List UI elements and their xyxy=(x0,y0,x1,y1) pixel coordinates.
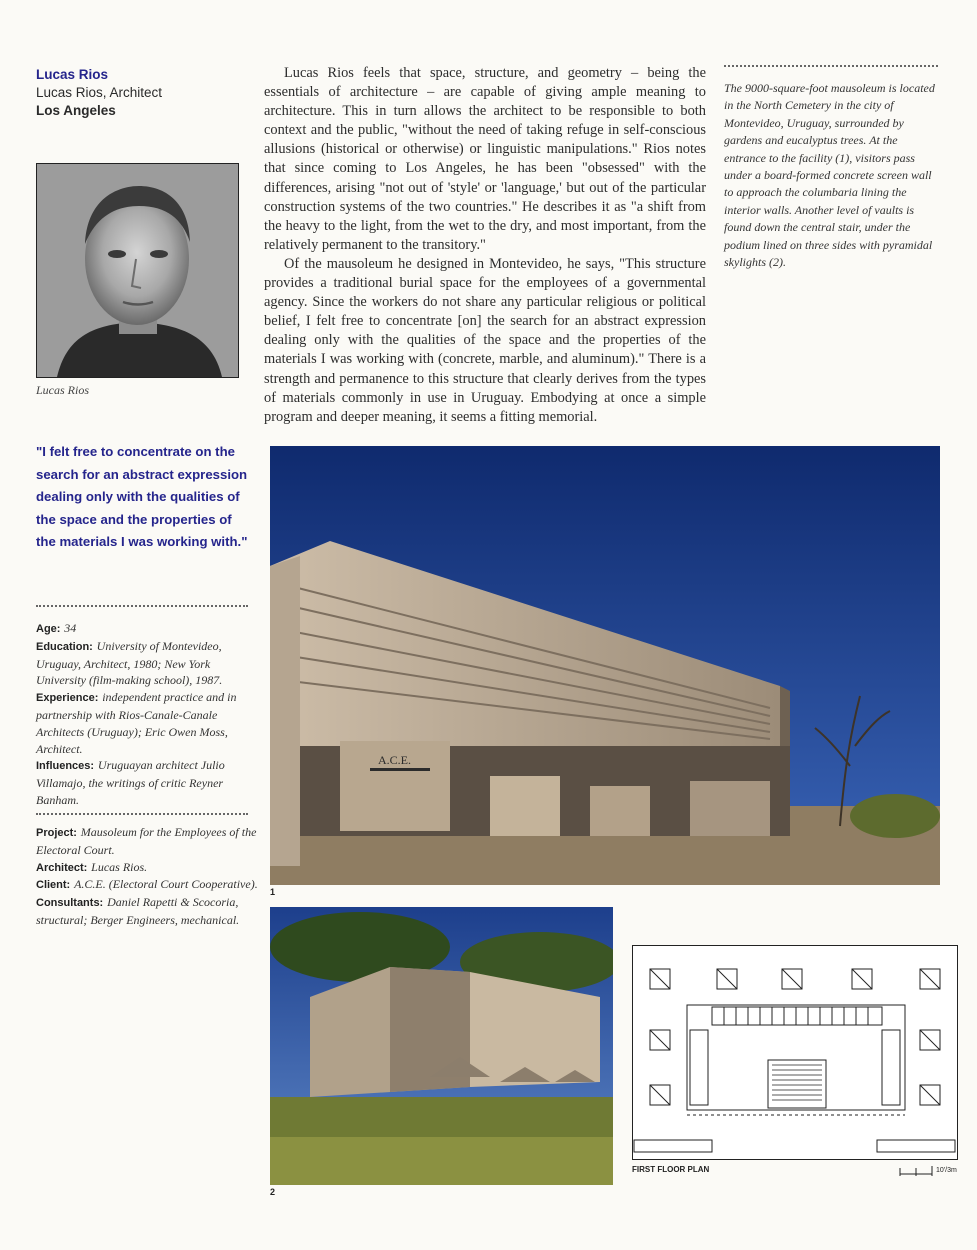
architect-header xyxy=(36,66,236,120)
pull-quote: "I felt free to concentrate on the search for an abstract expression dealing only with the qualities of the space and the properties of the materials I was working with." xyxy=(36,444,248,549)
fact-influences: Influences: Uruguayan architect Julio Villamajo, the writings of critic Reyner Banham. xyxy=(36,758,225,807)
fact-client: Client: A.C.E. (Electoral Court Cooperative). xyxy=(36,877,258,892)
floor-plan-label: FIRST FLOOR PLAN xyxy=(632,1165,710,1174)
fact-project: Project: Mausoleum for the Employees of the Electoral Court. xyxy=(36,825,257,857)
bio-facts xyxy=(36,620,258,809)
divider xyxy=(724,65,938,67)
mausoleum-entrance-illustration xyxy=(270,446,940,885)
figure-number: 2 xyxy=(270,1187,276,1197)
architect-city: Los Angeles xyxy=(36,103,116,118)
fact-architect: Architect: Lucas Rios. xyxy=(36,859,148,874)
photo-caption: The 9000-square-foot mausoleum is located in the North Cemetery in the city of Montevideo, Uruguay, surrounded by gardens and eucalyptus trees. At the entrance to the facility (1), visitors pass under a board-formed concrete screen wall to approach the columbaria lining the interior walls. Another level of vaults is found down the central stair, under the podium lined on three sides with pyramidal skylights (2). xyxy=(724,81,935,270)
floor-plan-drawing xyxy=(632,945,958,1160)
portrait-illustration xyxy=(37,164,238,377)
entrance-sign: A.C.E. xyxy=(378,753,411,767)
floor-plan xyxy=(632,945,958,1160)
architect-firm: Lucas Rios, Architect xyxy=(36,85,163,100)
photo-exterior xyxy=(270,907,613,1185)
scale-label: 10'/3m xyxy=(936,1167,957,1174)
architect-name: Lucas Rios xyxy=(36,67,109,82)
fact-consultants: Consultants: Daniel Rapetti & Scocoria, structural; Berger Engineers, mechanical. xyxy=(36,895,240,927)
fact-experience: Experience: independent practice and in partnership with Rios-Canale-Canale Architects (Uruguay); Eric Owen Moss, Architect. xyxy=(36,690,237,756)
photo-entrance xyxy=(270,446,940,885)
mausoleum-exterior-illustration xyxy=(270,907,613,1185)
project-facts xyxy=(36,824,258,929)
figure-number: 1 xyxy=(270,887,276,897)
portrait-caption: Lucas Rios xyxy=(36,383,90,397)
body-paragraph: Of the mausoleum he designed in Montevideo, he says, "This structure provides a traditional burial space for the employees of a governmental agency. Since the workers do not share any particular religious or political belief, I felt free to concentrate [on] the search for an abstract expression dealing only with the qualities of the space and the properties of the materials I was working with (concrete, marble, and aluminum)." There is a strength and permanence to this structure that clearly derives from the types of materials commonly in use in Uruguay. Embodying at once a simple program and deeper meaning, it seems a fitting memorial. xyxy=(264,255,706,425)
fact-education: Education: University of Montevideo, Uruguay, Architect, 1980; New York University (film-making school), 1987. xyxy=(36,638,223,688)
portrait-photo xyxy=(36,163,239,378)
divider xyxy=(36,813,248,815)
fact-age: Age: 34 xyxy=(36,621,77,635)
body-paragraph: Lucas Rios feels that space, structure, and geometry – being the essentials of architecture – are capable of giving ample meaning to architecture. This in turn allows the architect to be responsible to both context and the public, "without the need of taking refuge in self-conscious allusions (historical or otherwise) or linguistic manipulations." Rios notes that since coming to Los Angeles, he has been "obsessed" with the differences, arising "not out of 'style' or 'language,' but out of the particular construction systems of the two countries." He describes it as "a shift from the heavy to the light, from the wet to the dry, and most important, from the relatively permanent to the transitory." xyxy=(264,65,706,253)
article-body xyxy=(264,64,706,427)
divider xyxy=(36,605,248,607)
